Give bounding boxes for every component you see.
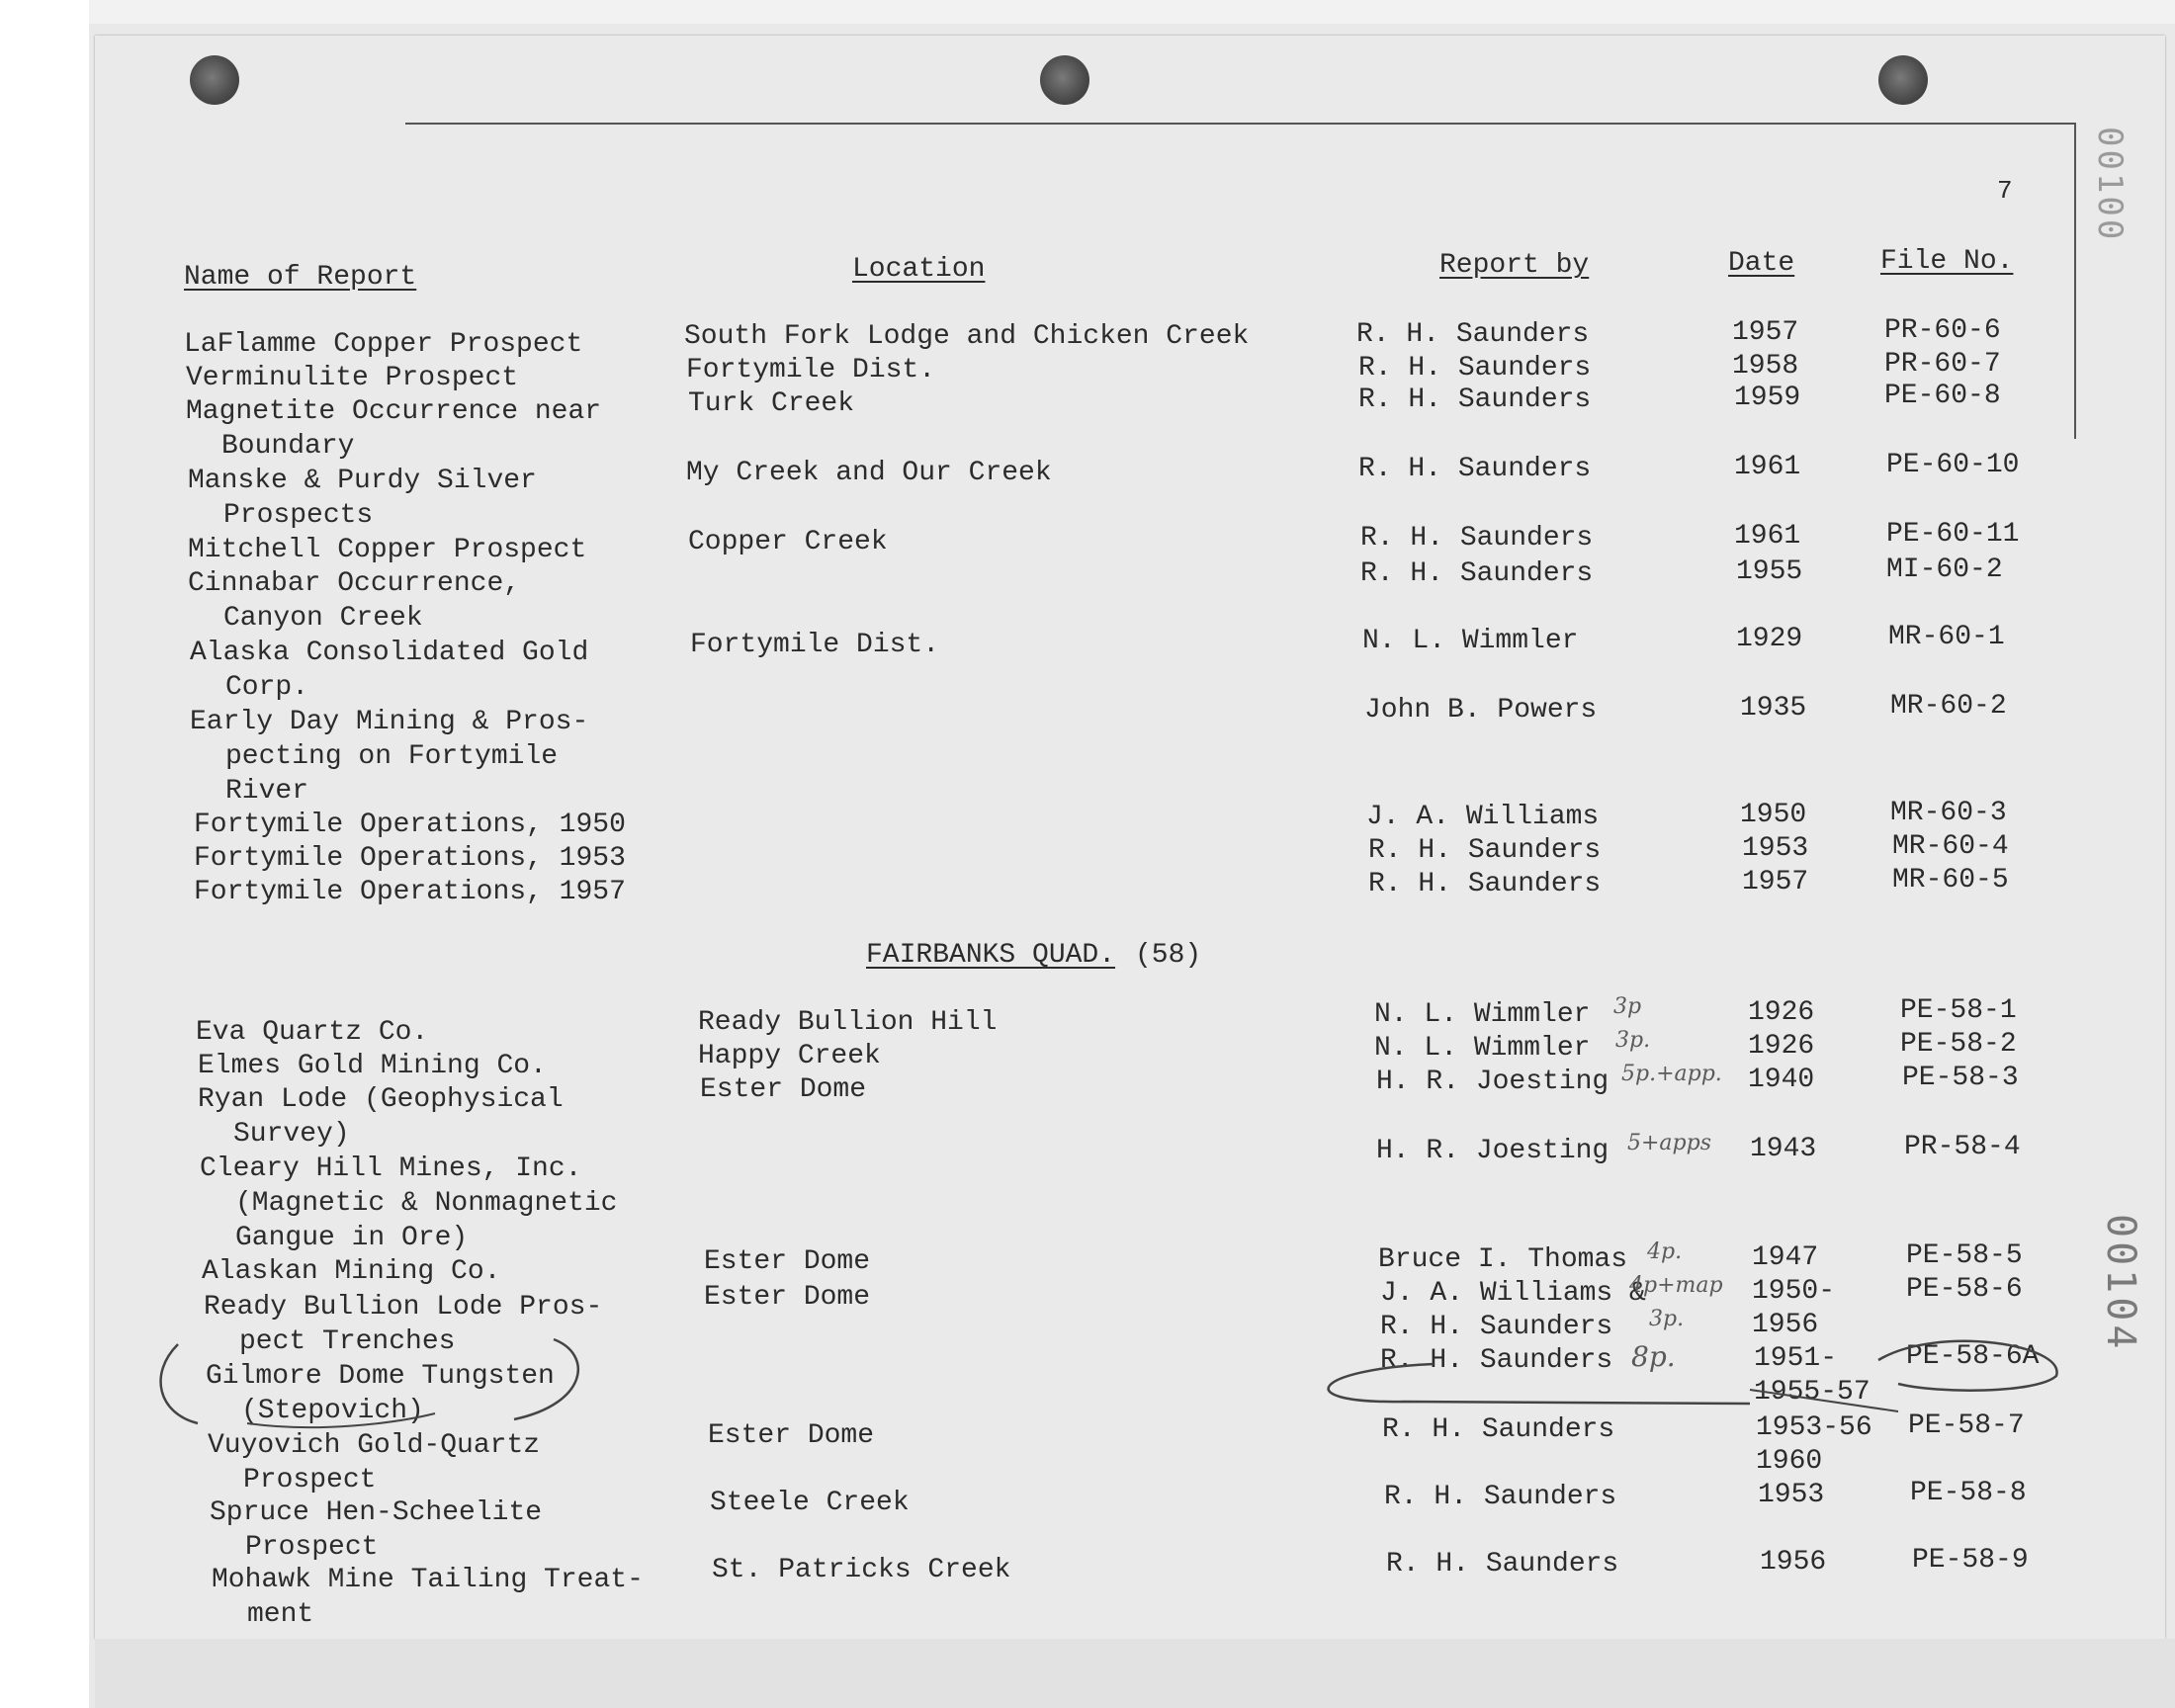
report-file-no: PE-60-11 [1886,519,2020,550]
report-date: 1961 [1734,521,1801,552]
report-name: Alaskan Mining Co. [202,1256,501,1287]
report-name: Fortymile Operations, 1957 [194,877,626,907]
report-file-no: PR-60-7 [1884,349,2001,380]
report-date: 1950- [1752,1276,1836,1307]
header-location: Location [852,254,986,285]
side-stamp-top: 00100 [2090,127,2130,243]
report-file-no: PR-58-4 [1904,1132,2021,1162]
report-date: 1955-57 [1754,1377,1870,1408]
report-file-no: PE-58-2 [1900,1029,2017,1060]
header-report-by: Report by [1439,250,1590,281]
report-name: Early Day Mining & Pros- [190,707,589,737]
report-file-no: PE-58-6A [1906,1341,2040,1372]
report-author: H. R. Joesting [1376,1136,1610,1166]
report-date: 1953 [1742,833,1809,864]
report-file-no: MI-60-2 [1886,555,2003,585]
report-date: 1935 [1740,693,1807,724]
report-name: ment [247,1599,314,1630]
report-date: 1940 [1748,1065,1815,1095]
report-name: Alaska Consolidated Gold [190,638,589,668]
report-file-no: PE-58-6 [1906,1274,2023,1305]
report-author: John B. Powers [1364,695,1598,726]
handwritten-note: 3p. [1615,1028,1651,1053]
report-location: Fortymile Dist. [690,630,940,660]
handwritten-note: 3p [1613,994,1642,1019]
report-name: LaFlamme Copper Prospect [184,329,583,360]
report-author: R. H. Saunders [1356,319,1590,350]
report-name: Ryan Lode (Geophysical [198,1084,564,1115]
report-name: Manske & Purdy Silver [188,466,537,496]
report-name: Canyon Creek [223,603,423,634]
report-author: R. H. Saunders [1358,353,1592,384]
report-name: pecting on Fortymile [225,741,559,772]
report-date: 1926 [1748,997,1815,1028]
report-author: R. H. Saunders [1384,1482,1617,1512]
handwritten-note: 3p. [1649,1307,1685,1331]
report-name: Magnetite Occurrence near [186,396,602,427]
report-date: 1926 [1748,1031,1815,1062]
punch-hole-center [1040,55,1089,105]
punch-hole-right [1878,55,1928,105]
report-location: Ester Dome [704,1246,871,1277]
report-date: 1956 [1760,1547,1827,1578]
report-name: Corp. [225,672,309,703]
report-file-no: MR-60-2 [1890,691,2007,722]
report-date: 1955 [1736,556,1803,587]
report-author: R. H. Saunders [1360,558,1594,589]
report-name: (Stepovich) [241,1396,424,1426]
report-name: Mitchell Copper Prospect [188,535,587,565]
report-date: 1957 [1742,867,1809,897]
report-file-no: PE-58-3 [1902,1063,2019,1093]
report-date: 1956 [1752,1310,1819,1340]
report-file-no: PE-58-1 [1900,995,2017,1026]
section-code: (58) [1135,940,1202,971]
report-author: R. H. Saunders [1360,523,1594,554]
scan-top-margin [89,0,2175,24]
report-author: N. L. Wimmler [1362,626,1579,656]
paper-fold-edge [405,123,2076,125]
report-file-no: PR-60-6 [1884,315,2001,346]
report-author: H. R. Joesting [1376,1067,1610,1097]
report-date: 1953 [1758,1480,1825,1510]
handwritten-note: 5p.+app. [1621,1062,1722,1086]
report-author: Bruce I. Thomas [1378,1244,1628,1275]
report-author: R. H. Saunders [1386,1549,1619,1580]
report-file-no: PE-60-8 [1884,381,2001,411]
report-name: Gilmore Dome Tungsten [206,1361,555,1392]
report-author: R. H. Saunders [1358,454,1592,484]
scan-bottom-margin [95,1639,2175,1708]
report-location: South Fork Lodge and Chicken Creek [684,321,1250,352]
report-location: Ester Dome [704,1282,871,1313]
report-name: Prospect [243,1465,377,1495]
report-location: Ester Dome [708,1420,875,1451]
report-date: 1929 [1736,624,1803,654]
report-author: R. H. Saunders [1368,869,1602,899]
report-file-no: MR-60-5 [1892,865,2009,896]
report-author: R. H. Saunders [1368,835,1602,866]
report-date: 1943 [1750,1134,1817,1164]
report-location: Steele Creek [710,1488,910,1518]
report-name: Cleary Hill Mines, Inc. [200,1153,582,1184]
report-author: R. H. Saunders [1380,1312,1613,1342]
report-date: 1953-56 [1756,1412,1872,1443]
report-file-no: PE-58-9 [1912,1545,2029,1576]
report-date: 1960 [1756,1446,1823,1477]
report-author: R. H. Saunders [1380,1345,1613,1376]
report-name: Cinnabar Occurrence, [188,568,521,599]
handwritten-note: 5+apps [1627,1131,1712,1155]
report-location: My Creek and Our Creek [686,458,1052,488]
report-location: Ready Bullion Hill [698,1007,998,1038]
report-location: Happy Creek [698,1041,881,1071]
report-name: Verminulite Prospect [186,363,519,393]
report-name: Eva Quartz Co. [196,1017,429,1048]
report-name: Boundary [221,431,355,462]
report-location: St. Patricks Creek [712,1555,1011,1585]
report-file-no: PE-58-8 [1910,1478,2027,1508]
report-file-no: MR-60-1 [1888,622,2005,652]
report-location: Turk Creek [688,388,855,419]
report-name: Vuyovich Gold-Quartz [208,1430,541,1461]
report-name: Gangue in Ore) [235,1223,469,1253]
report-file-no: MR-60-4 [1892,831,2009,862]
report-name: Mohawk Mine Tailing Treat- [212,1565,644,1595]
report-name: (Magnetic & Nonmagnetic [235,1188,618,1219]
side-stamp: 00104 [2098,1214,2143,1353]
report-author: J. A. Williams [1366,802,1600,832]
report-date: 1950 [1740,800,1807,830]
report-date: 1958 [1732,351,1799,382]
section-title-fairbanks: FAIRBANKS QUAD. [866,940,1116,971]
report-name: Fortymile Operations, 1950 [194,810,626,840]
handwritten-note: 4p+map [1629,1273,1723,1298]
header-date: Date [1728,248,1795,279]
report-author: R. H. Saunders [1382,1414,1615,1445]
report-author: J. A. Williams & [1380,1278,1646,1309]
report-name: Prospects [223,500,374,531]
header-file-no: File No. [1880,246,2014,277]
report-date: 1957 [1732,317,1799,348]
report-name: Survey) [233,1119,350,1150]
report-date: 1951- [1754,1343,1838,1374]
report-name: pect Trenches [239,1326,456,1357]
report-location: Ester Dome [700,1074,867,1105]
report-author: N. L. Wimmler [1374,1033,1591,1064]
report-file-no: PE-58-5 [1906,1240,2023,1271]
punch-hole-left [190,55,239,105]
report-location: Copper Creek [688,527,888,557]
report-location: Fortymile Dist. [686,355,936,385]
report-file-no: PE-58-7 [1908,1410,2025,1441]
report-author: N. L. Wimmler [1374,999,1591,1030]
header-name-of-report: Name of Report [184,262,417,293]
page-number: 7 [1997,176,2013,206]
handwritten-note: 8p. [1631,1340,1676,1373]
report-file-no: MR-60-3 [1890,798,2007,828]
report-name: Ready Bullion Lode Pros- [204,1292,603,1323]
handwritten-note: 4p. [1647,1239,1683,1264]
report-name: Prospect [245,1532,379,1563]
report-date: 1961 [1734,452,1801,482]
report-name: Fortymile Operations, 1953 [194,843,626,874]
report-name: Elmes Gold Mining Co. [198,1051,547,1081]
report-date: 1959 [1734,383,1801,413]
report-author: R. H. Saunders [1358,384,1592,415]
report-date: 1947 [1752,1242,1819,1273]
scan-left-margin [0,0,89,1708]
paper-fold-edge-right [2074,123,2076,439]
report-name: Spruce Hen-Scheelite [210,1497,543,1528]
report-name: River [225,776,309,807]
report-file-no: PE-60-10 [1886,450,2020,480]
